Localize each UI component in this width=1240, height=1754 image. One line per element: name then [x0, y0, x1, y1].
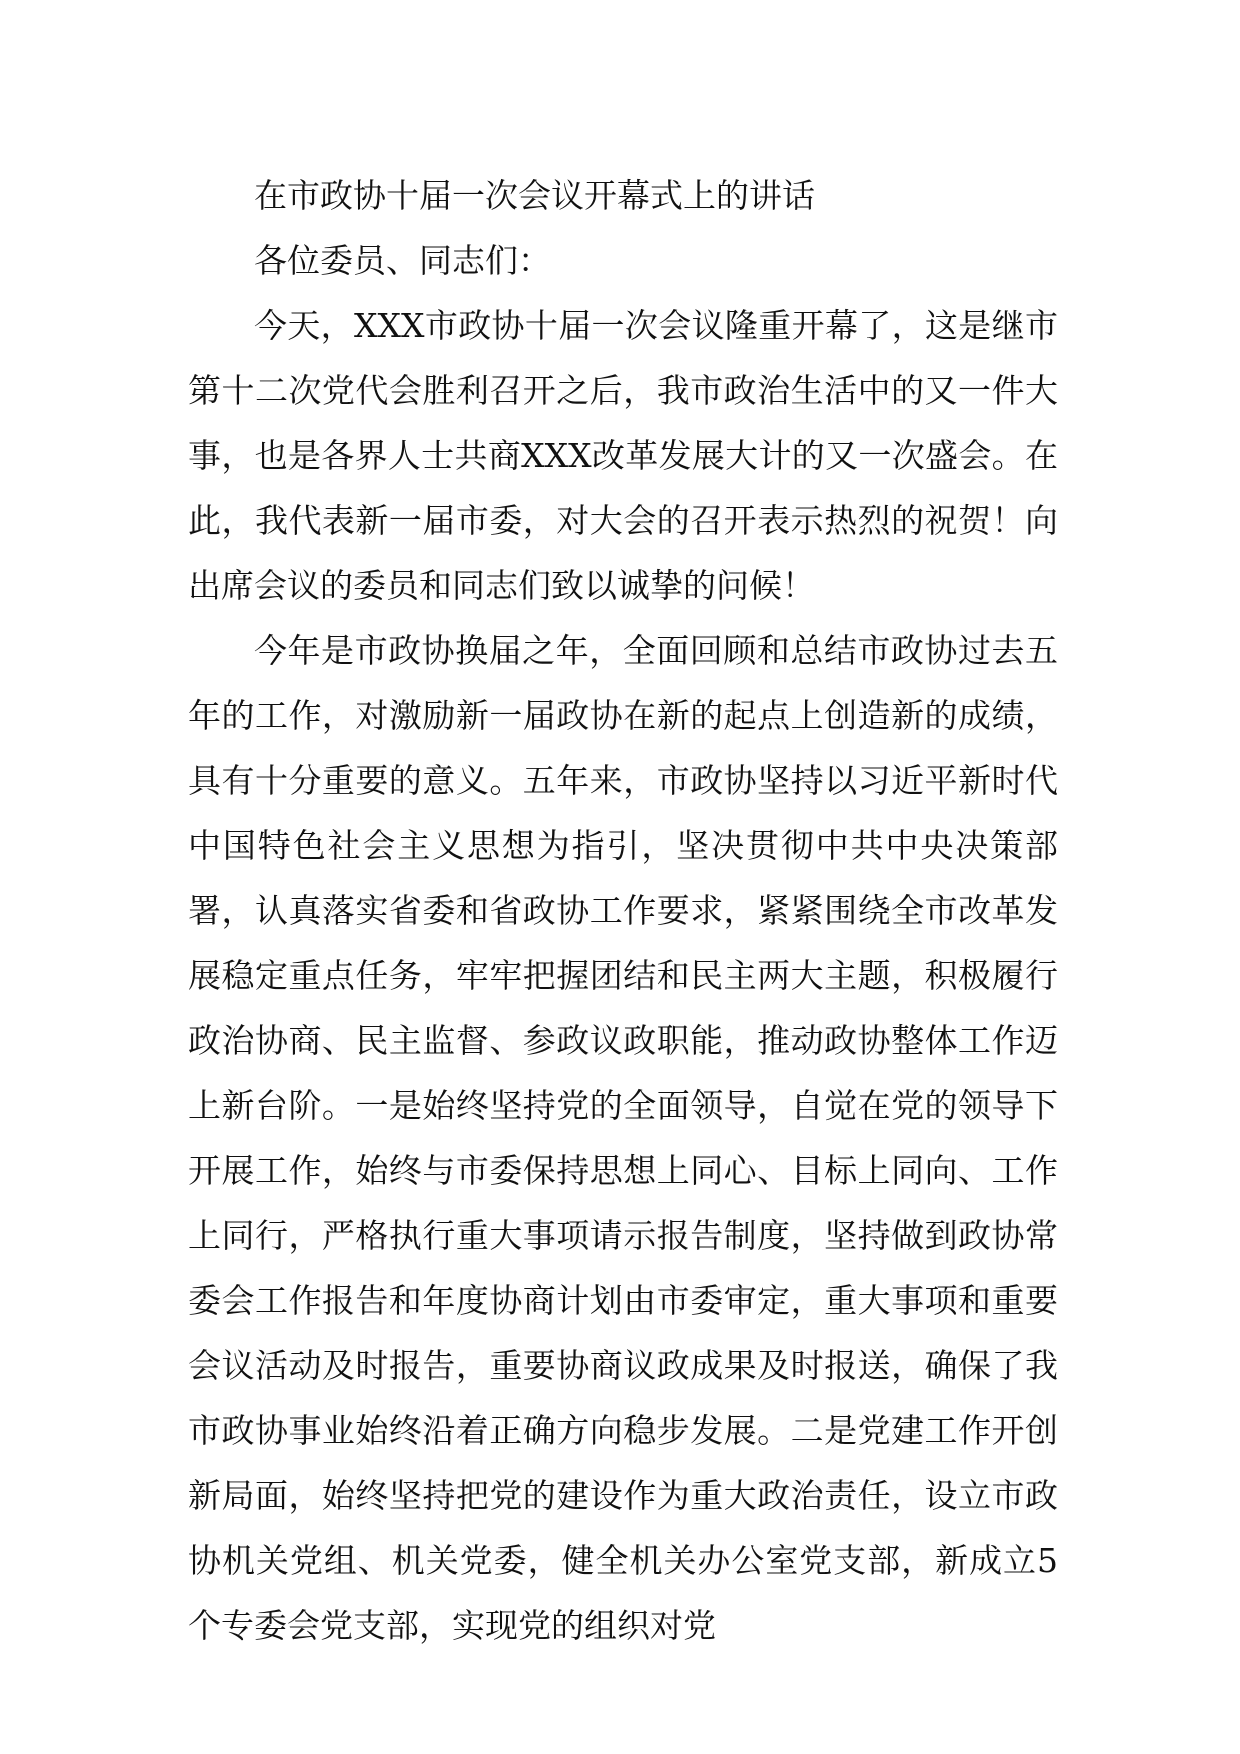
- paragraph-1: 今天，XXX市政协十届一次会议隆重开幕了，这是继市第十二次党代会胜利召开之后，我市政治生活中的又一件大事，也是各界人士共商XXX改革发展大计的又一次盛会。在此，我代表新一届市委，对大会的召开表示热烈的祝贺！向出席会议的委员和同志们致以诚挚的问候！: [188, 306, 1058, 605]
- document-title: 在市政协十届一次会议开幕式上的讲话: [254, 176, 815, 215]
- salutation: 各位委员、同志们：: [254, 241, 551, 280]
- paragraph-2: 今年是市政协换届之年，全面回顾和总结市政协过去五年的工作，对激励新一届政协在新的起点上创造新的成绩，具有十分重要的意义。五年来，市政协坚持以习近平新时代中国特色社会主义思想为指引，坚决贯彻中共中央决策部署，认真落实省委和省政协工作要求，紧紧围绕全市改革发展稳定重点任务，牢牢把握团结和民主两大主题，积极履行政治协商、民主监督、参政议政职能，推动政协整体工作迈上新台阶。一是始终坚持党的全面领导，自觉在党的领导下开展工作，始终与市委保持思想上同心、目标上同向、工作上同行，严格执行重大事项请示报告制度，坚持做到政协常委会工作报告和年度协商计划由市委审定，重大事项和重要会议活动及时报告，重要协商议政成果及时报送，确保了我市政协事业始终沿着正确方向稳步发展。二是党建工作开创新局面，始终坚持把党的建设作为重大政治责任，设立市政协机关党组、机关党委，健全机关办公室党支部，新成立5个专委会党支部，实现党的组织对党: [188, 631, 1058, 1645]
- document-body: [188, 163, 1058, 1658]
